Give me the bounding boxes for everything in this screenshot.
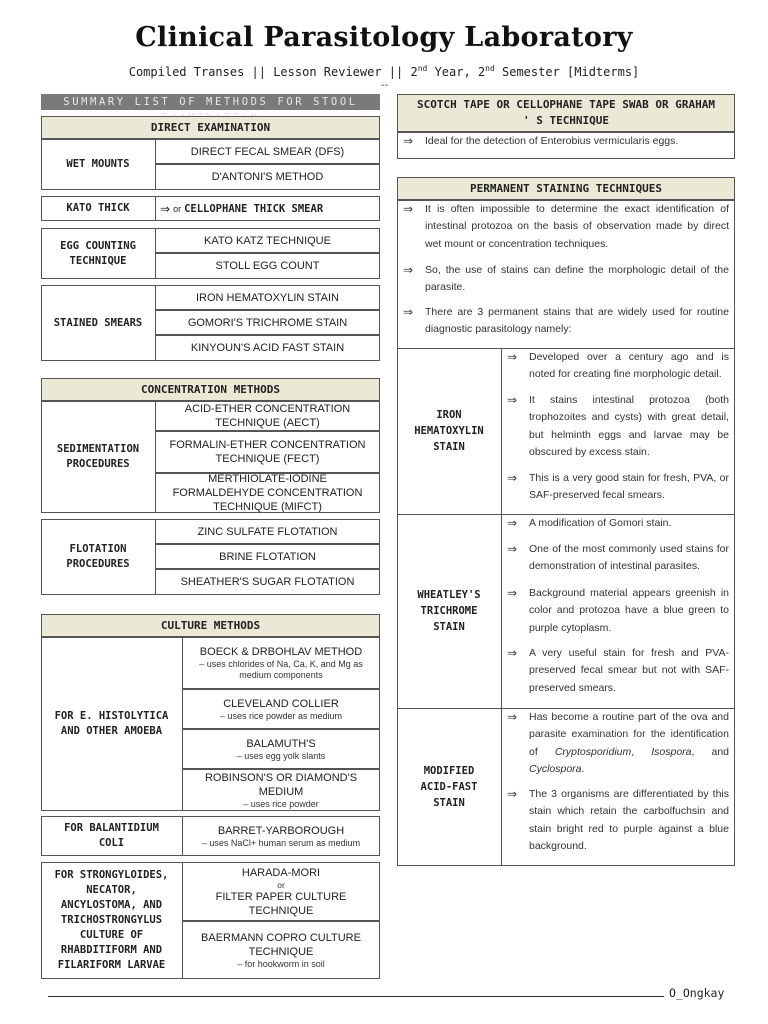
organism-name: Isospora bbox=[651, 745, 692, 758]
culture-method bbox=[182, 816, 380, 856]
iron-hematoxylin-label: IRON HEMATOXYLIN STAIN bbox=[414, 409, 484, 453]
method-note: – for hookworm in soil bbox=[237, 958, 325, 969]
arrow-icon: ⇒ bbox=[507, 646, 518, 660]
wet-mounts-label: WET MOUNTS bbox=[66, 158, 130, 170]
method-item bbox=[155, 196, 380, 221]
stained-smears-label: STAINED SMEARS bbox=[53, 316, 143, 329]
arrow-icon: ⇒ bbox=[507, 471, 518, 485]
permanent-staining-header: PERMANENT STAINING TECHNIQUES bbox=[397, 177, 735, 200]
bullet-text: It is often impossible to determine the exact identification of intestinal protozoa on the basis of observation made by direct wet mount or concentration techniques. bbox=[425, 203, 729, 250]
bullet-item bbox=[403, 304, 729, 339]
or-text: or bbox=[277, 879, 285, 890]
bullet-text: This is a very good stain for fresh, PVA, or SAF-preserved fecal smears. bbox=[529, 472, 729, 502]
arrow-icon: ⇒ bbox=[507, 393, 518, 407]
superscript: nd bbox=[485, 64, 495, 73]
arrow-icon: ⇒ bbox=[507, 586, 518, 600]
bullet-text: Has become a routine part of the ova and parasite examination for the identification of bbox=[529, 711, 729, 758]
bullet-text: Developed over a century ago and is noted for creating fine morphologic detail. bbox=[529, 351, 729, 381]
culture-method bbox=[182, 921, 380, 979]
dash-mark: -- bbox=[381, 80, 389, 91]
method-name: CELLOPHANE THICK SMEAR bbox=[184, 202, 324, 215]
arrow-icon: ⇒ bbox=[403, 305, 414, 319]
kato-thick-label: KATO THICK bbox=[66, 202, 130, 214]
bullet-item bbox=[507, 709, 729, 779]
sedimentation-label: SEDIMENTATION PROCEDURES bbox=[56, 443, 140, 470]
bullet-text: It stains intestinal protozoa (both trophozoites and cysts) with great detail, but helminth eggs and larvae may be obscured by excess stain. bbox=[529, 394, 729, 459]
bullet-item bbox=[507, 585, 729, 637]
culture-header: CULTURE METHODS bbox=[41, 614, 380, 637]
arrow-icon: ⇒ bbox=[507, 516, 518, 530]
method-item: MERTHIOLATE-IODINE FORMALDEHYDE CONCENTRATION TECHNIQUE (MIFCT) bbox=[155, 473, 380, 513]
method-note: – uses rice powder bbox=[243, 798, 319, 809]
method-item: D'ANTONI'S METHOD bbox=[155, 164, 380, 190]
method-name: BALAMUTH'S bbox=[246, 737, 316, 750]
concentration-header: CONCENTRATION METHODS bbox=[41, 378, 380, 401]
arrow-icon: ⇒ bbox=[403, 134, 414, 148]
method-item: BRINE FLOTATION bbox=[155, 544, 380, 569]
method-item: GOMORI'S TRICHROME STAIN bbox=[155, 310, 380, 335]
bullet-text: A modification of Gomori stain. bbox=[529, 517, 672, 529]
superscript: nd bbox=[417, 64, 428, 73]
subtitle-part: Semester [Midterms] bbox=[494, 65, 640, 79]
bullet-item bbox=[403, 133, 725, 150]
page-title: Clinical Parasitology Laboratory bbox=[135, 22, 633, 53]
arrow-icon: ⇒ bbox=[507, 350, 518, 364]
bullet-item bbox=[507, 392, 729, 462]
method-name: BOECK & DRBOHLAV METHOD bbox=[199, 646, 363, 658]
method-item: FORMALIN-ETHER CONCENTRATION TECHNIQUE (FECT) bbox=[155, 431, 380, 473]
method-note: – uses egg yolk slants bbox=[236, 750, 326, 761]
method-name: BAERMANN COPRO CULTURE TECHNIQUE bbox=[201, 931, 361, 958]
egg-counting-label: EGG COUNTING TECHNIQUE bbox=[60, 239, 136, 267]
bullet-text: . bbox=[581, 763, 585, 776]
method-item: ZINC SULFATE FLOTATION bbox=[155, 519, 380, 544]
page-subtitle bbox=[0, 64, 768, 79]
bullet-text: Background material appears greenish in color and protozoa have a blue green to purple cytoplasm. bbox=[529, 587, 729, 634]
culture-method bbox=[182, 729, 380, 769]
subtitle-part: Year, 2 bbox=[427, 65, 486, 79]
scotch-tape-header: SCOTCH TAPE OR CELLOPHANE TAPE SWAB OR GRAHAM ' S TECHNIQUE bbox=[397, 94, 735, 132]
wheatley-trichrome-label: WHEATLEY'S TRICHROME STAIN bbox=[417, 589, 481, 633]
amoeba-label: FOR E. HISTOLYTICA AND OTHER AMOEBA bbox=[54, 710, 169, 737]
bullet-text: So, the use of stains can define the morphologic detail of the parasite. bbox=[425, 264, 729, 294]
bullet-item bbox=[403, 262, 729, 297]
summary-bar: SUMMARY LIST OF METHODS FOR STOOL bbox=[41, 94, 380, 110]
method-item: STOLL EGG COUNT bbox=[155, 253, 380, 279]
arrow-icon: ⇒ bbox=[507, 710, 518, 724]
method-note: – uses chlorides of Na, Ca, K, and Mg as medium components bbox=[199, 659, 363, 680]
method-note: – uses rice powder as medium bbox=[219, 710, 343, 721]
or-text: or bbox=[173, 203, 182, 214]
organism-name: Cyclospora bbox=[529, 763, 582, 776]
bullet-text: One of the most commonly used stains for demonstration of intestinal parasites. bbox=[529, 543, 729, 573]
bullet-item bbox=[507, 645, 729, 697]
bullet-text: , and bbox=[691, 745, 729, 758]
method-name: BARRET-YARBOROUGH bbox=[217, 824, 345, 837]
organism-name: Cryptosporidium bbox=[554, 745, 632, 758]
arrow-icon: ⇒ bbox=[507, 787, 518, 801]
modified-acid-fast-label: MODIFIED ACID-FAST STAIN bbox=[420, 765, 478, 809]
arrow-icon: ⇒ bbox=[403, 202, 414, 216]
method-name: HARADA-MORI bbox=[241, 866, 321, 879]
bullet-text: There are 3 permanent stains that are widely used for routine diagnostic parasitology namely: bbox=[425, 306, 729, 336]
bullet-text: Ideal for the detection of Enterobius vermicularis eggs. bbox=[425, 135, 679, 147]
balantidium-label: FOR BALANTIDIUM COLI bbox=[64, 822, 159, 849]
bullet-text: The 3 organisms are differentiated by this stain which retain the carbolfuchsin and stain bright red to purple against a blue background. bbox=[529, 788, 729, 853]
arrow-icon: ⇒ bbox=[160, 201, 171, 216]
method-item: KINYOUN'S ACID FAST STAIN bbox=[155, 335, 380, 361]
culture-method bbox=[182, 862, 380, 921]
method-name: FILTER PAPER CULTURE TECHNIQUE bbox=[215, 890, 347, 917]
bullet-item bbox=[403, 201, 729, 253]
bullet-item bbox=[507, 349, 729, 384]
footer-rule bbox=[48, 996, 664, 997]
bullet-item bbox=[507, 786, 729, 856]
method-item: KATO KATZ TECHNIQUE bbox=[155, 228, 380, 253]
culture-method bbox=[182, 637, 380, 689]
arrow-icon: ⇒ bbox=[507, 542, 518, 556]
method-name: CLEVELAND COLLIER bbox=[223, 697, 339, 710]
method-note: – uses NaCl+ human serum as medium bbox=[201, 837, 361, 848]
bullet-text: A very useful stain for fresh and PVA-preserved fecal smear but not with SAF-preserved smears. bbox=[529, 647, 729, 694]
author-signature: O_Ongkay bbox=[669, 986, 725, 1000]
bullet-text: , bbox=[631, 745, 652, 758]
culture-method bbox=[182, 689, 380, 729]
flotation-label: FLOTATION PROCEDURES bbox=[66, 543, 130, 570]
direct-exam-header: DIRECT EXAMINATION bbox=[41, 116, 380, 139]
culture-method bbox=[182, 769, 380, 811]
method-name: ROBINSON'S OR DIAMOND'S MEDIUM bbox=[204, 771, 358, 798]
arrow-icon: ⇒ bbox=[403, 263, 414, 277]
bullet-item bbox=[507, 515, 729, 532]
method-item: DIRECT FECAL SMEAR (DFS) bbox=[155, 139, 380, 164]
method-item: ACID-ETHER CONCENTRATION TECHNIQUE (AECT) bbox=[155, 401, 380, 431]
divider bbox=[501, 348, 502, 866]
method-item: SHEATHER'S SUGAR FLOTATION bbox=[155, 569, 380, 595]
subtitle-part: Compiled Transes || Lesson Reviewer || 2 bbox=[128, 65, 418, 79]
bullet-item bbox=[507, 541, 729, 576]
strongyloides-label: FOR STRONGYLOIDES, NECATOR, ANCYLOSTOMA, AND TRICHOSTRONGYLUS CULTURE OF RHABDITIFORM AND FILARIFORM LARVAE bbox=[54, 869, 169, 971]
bullet-item bbox=[507, 470, 729, 505]
method-item: IRON HEMATOXYLIN STAIN bbox=[155, 285, 380, 310]
